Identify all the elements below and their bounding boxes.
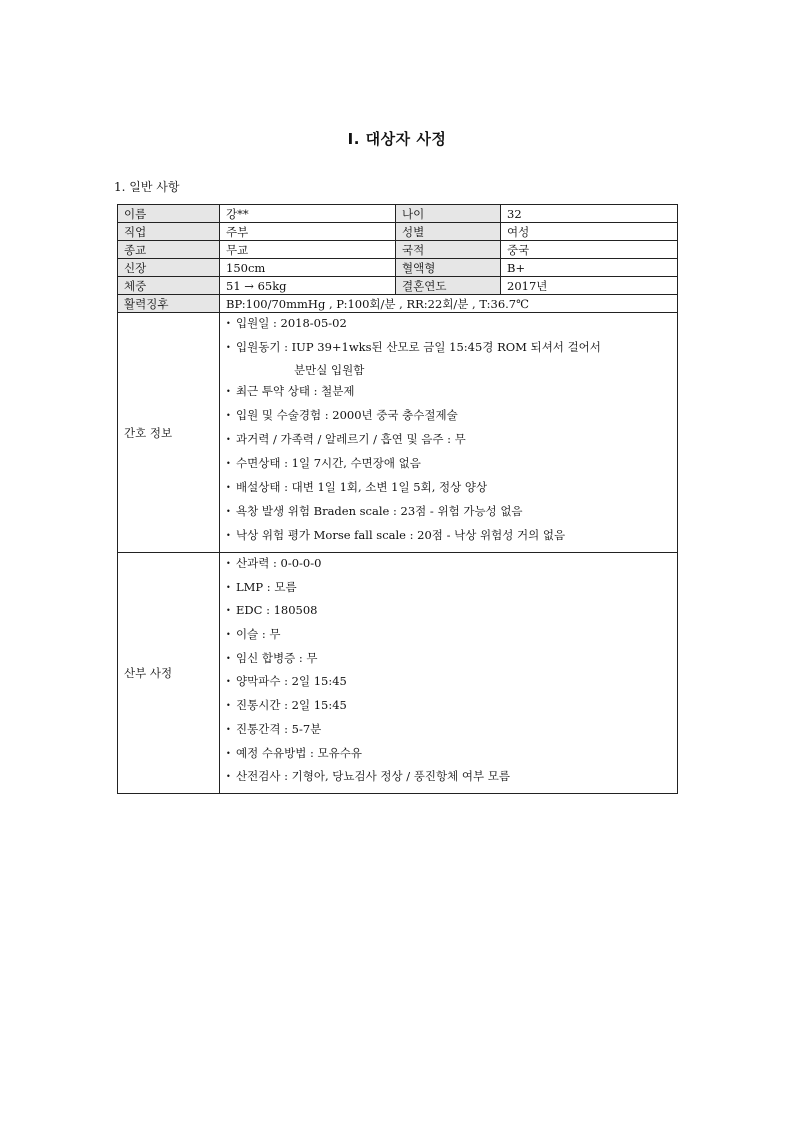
list-item [226, 503, 671, 527]
vitals-row [118, 295, 678, 313]
field-label: 혈액형 [396, 259, 501, 277]
field-label: 나이 [396, 205, 501, 223]
general-row [118, 205, 678, 223]
list-item-text: 진통간격 : 5-7분 [236, 721, 322, 736]
list-item-text: 배설상태 : 대변 1일 1회, 소변 1일 5회, 정상 양상 [236, 480, 488, 494]
obstetric-list [226, 553, 671, 793]
list-item-text: 과거력 / 가족력 / 알레르기 / 흡연 및 음주 : 무 [236, 432, 466, 446]
bullet-icon: • [226, 507, 231, 516]
field-label: 신장 [118, 259, 220, 277]
list-item [226, 768, 671, 792]
list-item-text: 산전검사 : 기형아, 당뇨검사 정상 / 풍진항체 여부 모름 [236, 769, 510, 784]
list-item-continuation: 분만실 입원함 [294, 363, 365, 377]
bullet-icon: • [226, 677, 231, 687]
bullet-icon: • [226, 531, 231, 540]
bullet-icon: • [226, 630, 231, 640]
list-item [226, 697, 671, 721]
field-value: 51 → 65kg [220, 277, 396, 295]
list-item-text: LMP : 모름 [236, 579, 297, 594]
list-item [226, 407, 671, 431]
list-item-text: 예정 수유방법 : 모유수유 [236, 745, 362, 760]
list-item-text: EDC : 180508 [236, 603, 318, 618]
list-item-text: 양막파수 : 2일 15:45 [236, 674, 347, 689]
obstetric-label: 산부 사정 [118, 553, 220, 794]
bullet-icon: • [226, 387, 231, 396]
field-label: 성별 [396, 223, 501, 241]
bullet-icon: • [226, 319, 231, 328]
field-value: 여성 [501, 223, 678, 241]
list-item-text: 산과력 : 0-0-0-0 [236, 556, 322, 570]
obstetric-content [220, 553, 678, 794]
bullet-icon: • [226, 701, 231, 711]
vitals-label: 활력징후 [118, 295, 220, 313]
field-label: 직업 [118, 223, 220, 241]
list-item-text: 임신 합병증 : 무 [236, 650, 318, 665]
field-value: 주부 [220, 223, 396, 241]
field-label: 국적 [396, 241, 501, 259]
general-row [118, 259, 678, 277]
bullet-icon: • [226, 343, 231, 352]
bullet-icon: • [226, 435, 231, 444]
list-item [226, 315, 671, 339]
nursing-info-label: 간호 정보 [118, 313, 220, 553]
list-item-text: 수면상태 : 1일 7시간, 수면장애 없음 [236, 456, 421, 470]
nursing-info-content [220, 313, 678, 553]
patient-info-table [117, 204, 678, 794]
list-item [226, 673, 671, 697]
vitals-value: BP:100/70mmHg , P:100회/분 , RR:22회/분 , T:36.7℃ [220, 295, 678, 313]
bullet-icon: • [226, 772, 231, 782]
bullet-icon: • [226, 606, 231, 616]
list-item [226, 479, 671, 503]
field-value: B+ [501, 259, 678, 277]
list-item [226, 602, 671, 626]
list-item [226, 650, 671, 674]
list-item-text: 최근 투약 상태 : 철분제 [236, 384, 355, 398]
list-item [226, 555, 671, 579]
field-label: 체중 [118, 277, 220, 295]
field-value: 150cm [220, 259, 396, 277]
field-value: 강** [220, 205, 396, 223]
field-value: 중국 [501, 241, 678, 259]
page-title: Ⅰ. 대상자 사정 [347, 130, 447, 148]
bullet-icon: • [226, 483, 231, 492]
list-item [226, 339, 671, 383]
list-item-text: 입원동기 : IUP 39+1wks된 산모로 금일 15:45경 ROM 되셔서 걸어서 [236, 340, 601, 354]
field-value: 32 [501, 205, 678, 223]
bullet-icon: • [226, 411, 231, 420]
list-item [226, 626, 671, 650]
section-heading: 1. 일반 사항 [114, 180, 180, 194]
list-item [226, 721, 671, 745]
general-row [118, 223, 678, 241]
field-label: 종교 [118, 241, 220, 259]
bullet-icon: • [226, 724, 231, 734]
nursing-info-row [118, 313, 678, 553]
general-row [118, 277, 678, 295]
field-value: 무교 [220, 241, 396, 259]
bullet-icon: • [226, 653, 231, 663]
field-label: 결혼연도 [396, 277, 501, 295]
list-item [226, 579, 671, 603]
list-item [226, 745, 671, 769]
list-item-text: 진통시간 : 2일 15:45 [236, 698, 347, 713]
field-label: 이름 [118, 205, 220, 223]
list-item-text: 입원일 : 2018-05-02 [236, 316, 347, 330]
list-item-text: 낙상 위험 평가 Morse fall scale : 20점 - 낙상 위험성 거의 없음 [236, 528, 566, 542]
list-item-text: 이슬 : 무 [236, 627, 281, 642]
list-item-text: 입원 및 수술경험 : 2000년 중국 충수절제술 [236, 408, 458, 422]
list-item [226, 431, 671, 455]
obstetric-row [118, 553, 678, 794]
bullet-icon: • [226, 748, 231, 758]
list-item [226, 383, 671, 407]
field-value: 2017년 [501, 277, 678, 295]
bullet-icon: • [226, 559, 231, 568]
bullet-icon: • [226, 582, 231, 592]
nursing-info-list [226, 313, 671, 552]
list-item-text: 욕창 발생 위험 Braden scale : 23점 - 위험 가능성 없음 [236, 504, 523, 518]
general-row [118, 241, 678, 259]
bullet-icon: • [226, 459, 231, 468]
list-item [226, 455, 671, 479]
list-item [226, 527, 671, 551]
